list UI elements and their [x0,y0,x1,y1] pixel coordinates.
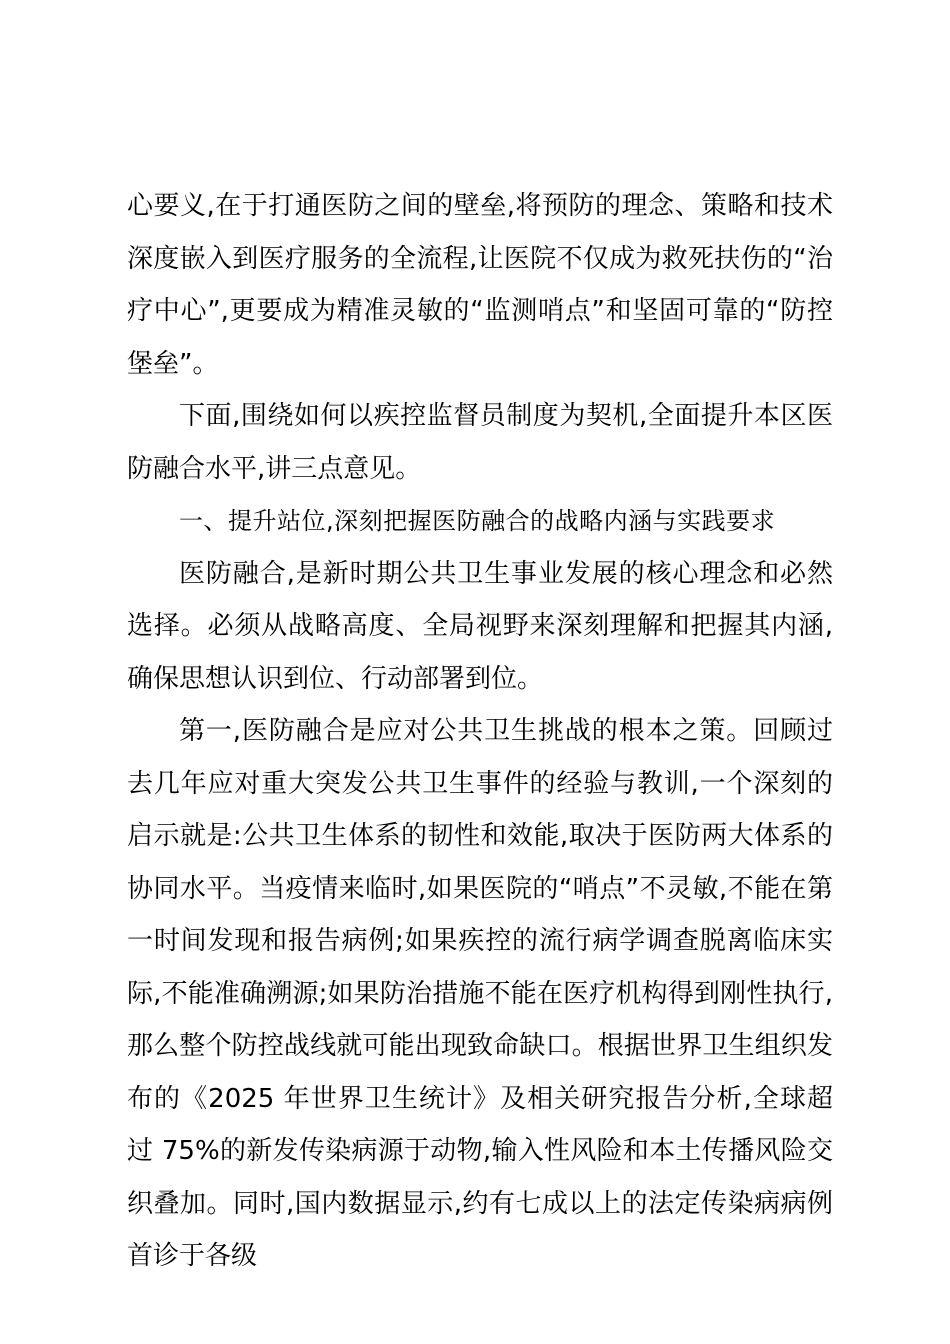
paragraph-point-one: 第一,医防融合是应对公共卫生挑战的根本之策。回顾过去几年应对重大突发公共卫生事件的经验与教训,一个深刻的启示就是:公共卫生体系的韧性和效能,取决于医防两大体系的协同水平。当疫情来临时,如果医院的“哨点”不灵敏,不能在第一时间发现和报告病例;如果疾控的流行病学调查脱离临床实际,不能准确溯源;如果防治措施不能在医疗机构得到刚性执行,那么整个防控战线就可能出现致命缺口。根据世界卫生组织发布的《2025 年世界卫生统计》及相关研究报告分析,全球超过 75%的新发传染病源于动物,输入性风险和本土传播风险交织叠加。同时,国内数据显示,约有七成以上的法定传染病病例首诊于各级 [127,716,833,1271]
section-heading: 一、提升站位,深刻把握医防融合的战略内涵与实践要求 [179,507,776,535]
paragraph-section-summary: 医防融合,是新时期公共卫生事业发展的核心理念和必然选择。必须从战略高度、全局视野来深刻理解和把握其内涵,确保思想认识到位、行动部署到位。 [127,558,833,694]
document-body [127,180,833,1283]
paragraph-continuation: 心要义,在于打通医防之间的壁垒,将预防的理念、策略和技术深度嵌入到医疗服务的全流程,让医院不仅成为救死扶伤的“治疗中心”,更要成为精准灵敏的“监测哨点”和坚固可靠的“防控堡垒”。 [127,191,833,379]
paragraph-intro: 下面,围绕如何以疾控监督员制度为契机,全面提升本区医防融合水平,讲三点意见。 [127,401,833,484]
